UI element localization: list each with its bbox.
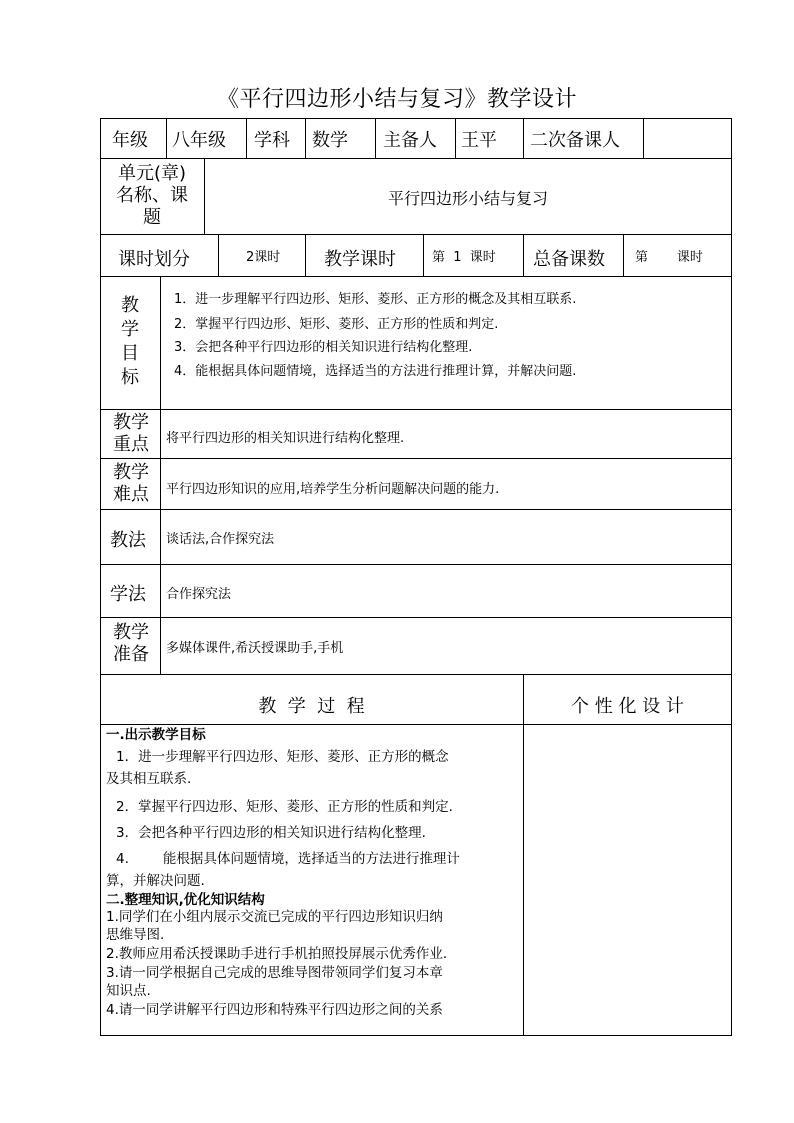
process-body — [106, 724, 520, 1020]
learning-method-label: 学法 — [110, 584, 146, 605]
lesson-plan-value: 2课时 — [246, 250, 281, 265]
key-points-label-line: 重点 — [113, 434, 149, 455]
col-divider — [455, 118, 456, 159]
difficulties-text: 平行四边形知识的应用,培养学生分析问题解决问题的能力. — [166, 482, 500, 497]
lead-teacher-value: 王平 — [461, 130, 497, 151]
subject-value: 数学 — [312, 130, 348, 151]
row-divider — [100, 564, 732, 565]
objective-item: 2．掌握平行四边形、矩形、菱形、正方形的性质和判定. — [174, 317, 499, 332]
key-points-label-line: 教学 — [113, 412, 149, 433]
key-points-text: 将平行四边形的相关知识进行结构化整理. — [166, 431, 405, 446]
preparation-label-line: 准备 — [113, 644, 149, 665]
process-line: 2．掌握平行四边形、矩形、菱形、正方形的性质和判定. — [116, 799, 453, 815]
row-divider — [100, 234, 732, 235]
process-line: 能根据具体问题情境，选择适当的方法进行推理计 — [162, 851, 460, 867]
unit-label — [102, 163, 202, 229]
process-line: 3.请一同学根据自己完成的思维导图带领同学们复习本章 — [106, 965, 443, 981]
process-line: 1.同学们在小组内展示交流已完成的平行四边形知识归纳 — [106, 909, 443, 925]
process-line: 算，并解决问题. — [106, 873, 205, 889]
row-divider — [100, 509, 732, 510]
row-divider — [100, 409, 732, 410]
col-divider — [160, 276, 161, 675]
section-title: 二.整理知识,优化知识结构 — [106, 892, 265, 908]
table-border-left — [100, 118, 101, 1036]
learning-method-text: 合作探究法 — [166, 587, 232, 602]
process-header: 教 学 过 程 — [258, 696, 365, 717]
col-divider — [523, 118, 524, 159]
total-prep-label: 总备课数 — [533, 249, 605, 270]
col-divider — [305, 118, 306, 159]
process-line: 知识点. — [106, 983, 151, 999]
row-divider — [100, 458, 732, 459]
teaching-hour-value: 第 1 课时 — [432, 250, 496, 265]
page-title: 《平行四边形小结与复习》教学设计 — [216, 87, 577, 112]
lead-teacher-label: 主备人 — [383, 130, 437, 151]
table-border-top — [100, 118, 732, 119]
unit-title: 平行四边形小结与复习 — [387, 189, 548, 208]
lesson-plan-table — [100, 118, 732, 1036]
objective-item: 1．进一步理解平行四边形、矩形、菱形、正方形的概念及其相互联系. — [174, 292, 577, 307]
second-prep-label: 二次备课人 — [530, 130, 620, 151]
section-title: 一.出示教学目标 — [106, 727, 206, 743]
process-item-number: 4. — [116, 851, 129, 867]
grade-label: 年级 — [112, 130, 148, 151]
preparation-label-line: 教学 — [113, 622, 149, 643]
table-border-right — [731, 118, 732, 1036]
process-line: 2.教师应用希沃授课助手进行手机拍照投屏展示优秀作业. — [106, 946, 448, 962]
process-line: 思维导图. — [106, 927, 165, 943]
unit-label-line: 题 — [143, 207, 161, 228]
difficulties-label — [104, 462, 158, 506]
row-divider — [100, 617, 732, 618]
preparation-text: 多媒体课件,希沃授课助手,手机 — [166, 641, 344, 656]
objective-item: 3．会把各种平行四边形的相关知识进行结构化整理. — [174, 340, 473, 355]
col-divider — [166, 118, 167, 159]
unit-label-line: 名称、课 — [116, 185, 188, 206]
col-divider — [246, 118, 247, 159]
row-divider — [100, 276, 732, 277]
objectives-label-char: 标 — [121, 367, 139, 388]
key-points-label — [104, 412, 158, 456]
teaching-method-text: 谈话法,合作探究法 — [166, 532, 275, 547]
process-line-item4 — [106, 848, 520, 870]
objectives-label-char: 教 — [121, 295, 139, 316]
unit-label-line: 单元(章) — [117, 163, 187, 184]
row-divider — [100, 674, 732, 675]
row-divider — [100, 158, 732, 159]
objective-item: 4．能根据具体问题情境，选择适当的方法进行推理计算，并解决问题. — [174, 364, 577, 379]
subject-label: 学科 — [254, 130, 290, 151]
total-prep-value: 第 课时 — [635, 250, 703, 265]
teaching-method-label: 教法 — [110, 530, 146, 551]
table-border-bottom — [100, 1035, 732, 1036]
process-line: 1．进一步理解平行四边形、矩形、菱形、正方形的概念 — [116, 749, 449, 765]
col-divider — [375, 118, 376, 159]
lesson-plan-label: 课时划分 — [118, 249, 190, 270]
objectives-label-char: 目 — [121, 343, 139, 364]
objectives-label-char: 学 — [121, 319, 139, 340]
grade-value: 八年级 — [172, 130, 226, 151]
col-divider — [623, 234, 624, 277]
col-divider — [423, 234, 424, 277]
objectives-label — [110, 294, 150, 390]
col-divider — [523, 674, 524, 1036]
difficulties-label-line: 难点 — [113, 484, 149, 505]
teaching-hour-label: 教学课时 — [324, 249, 396, 270]
process-line: 及其相互联系. — [106, 771, 192, 787]
col-divider — [218, 234, 219, 277]
process-line: 3．会把各种平行四边形的相关知识进行结构化整理. — [116, 825, 426, 841]
col-divider — [643, 118, 644, 159]
process-line: 4.请一同学讲解平行四边形和特殊平行四边形之间的关系 — [106, 1002, 443, 1018]
col-divider — [523, 234, 524, 277]
preparation-label — [104, 622, 158, 666]
difficulties-label-line: 教学 — [113, 462, 149, 483]
col-divider — [305, 234, 306, 277]
personalized-design-header: 个 性 化 设 计 — [571, 696, 684, 717]
